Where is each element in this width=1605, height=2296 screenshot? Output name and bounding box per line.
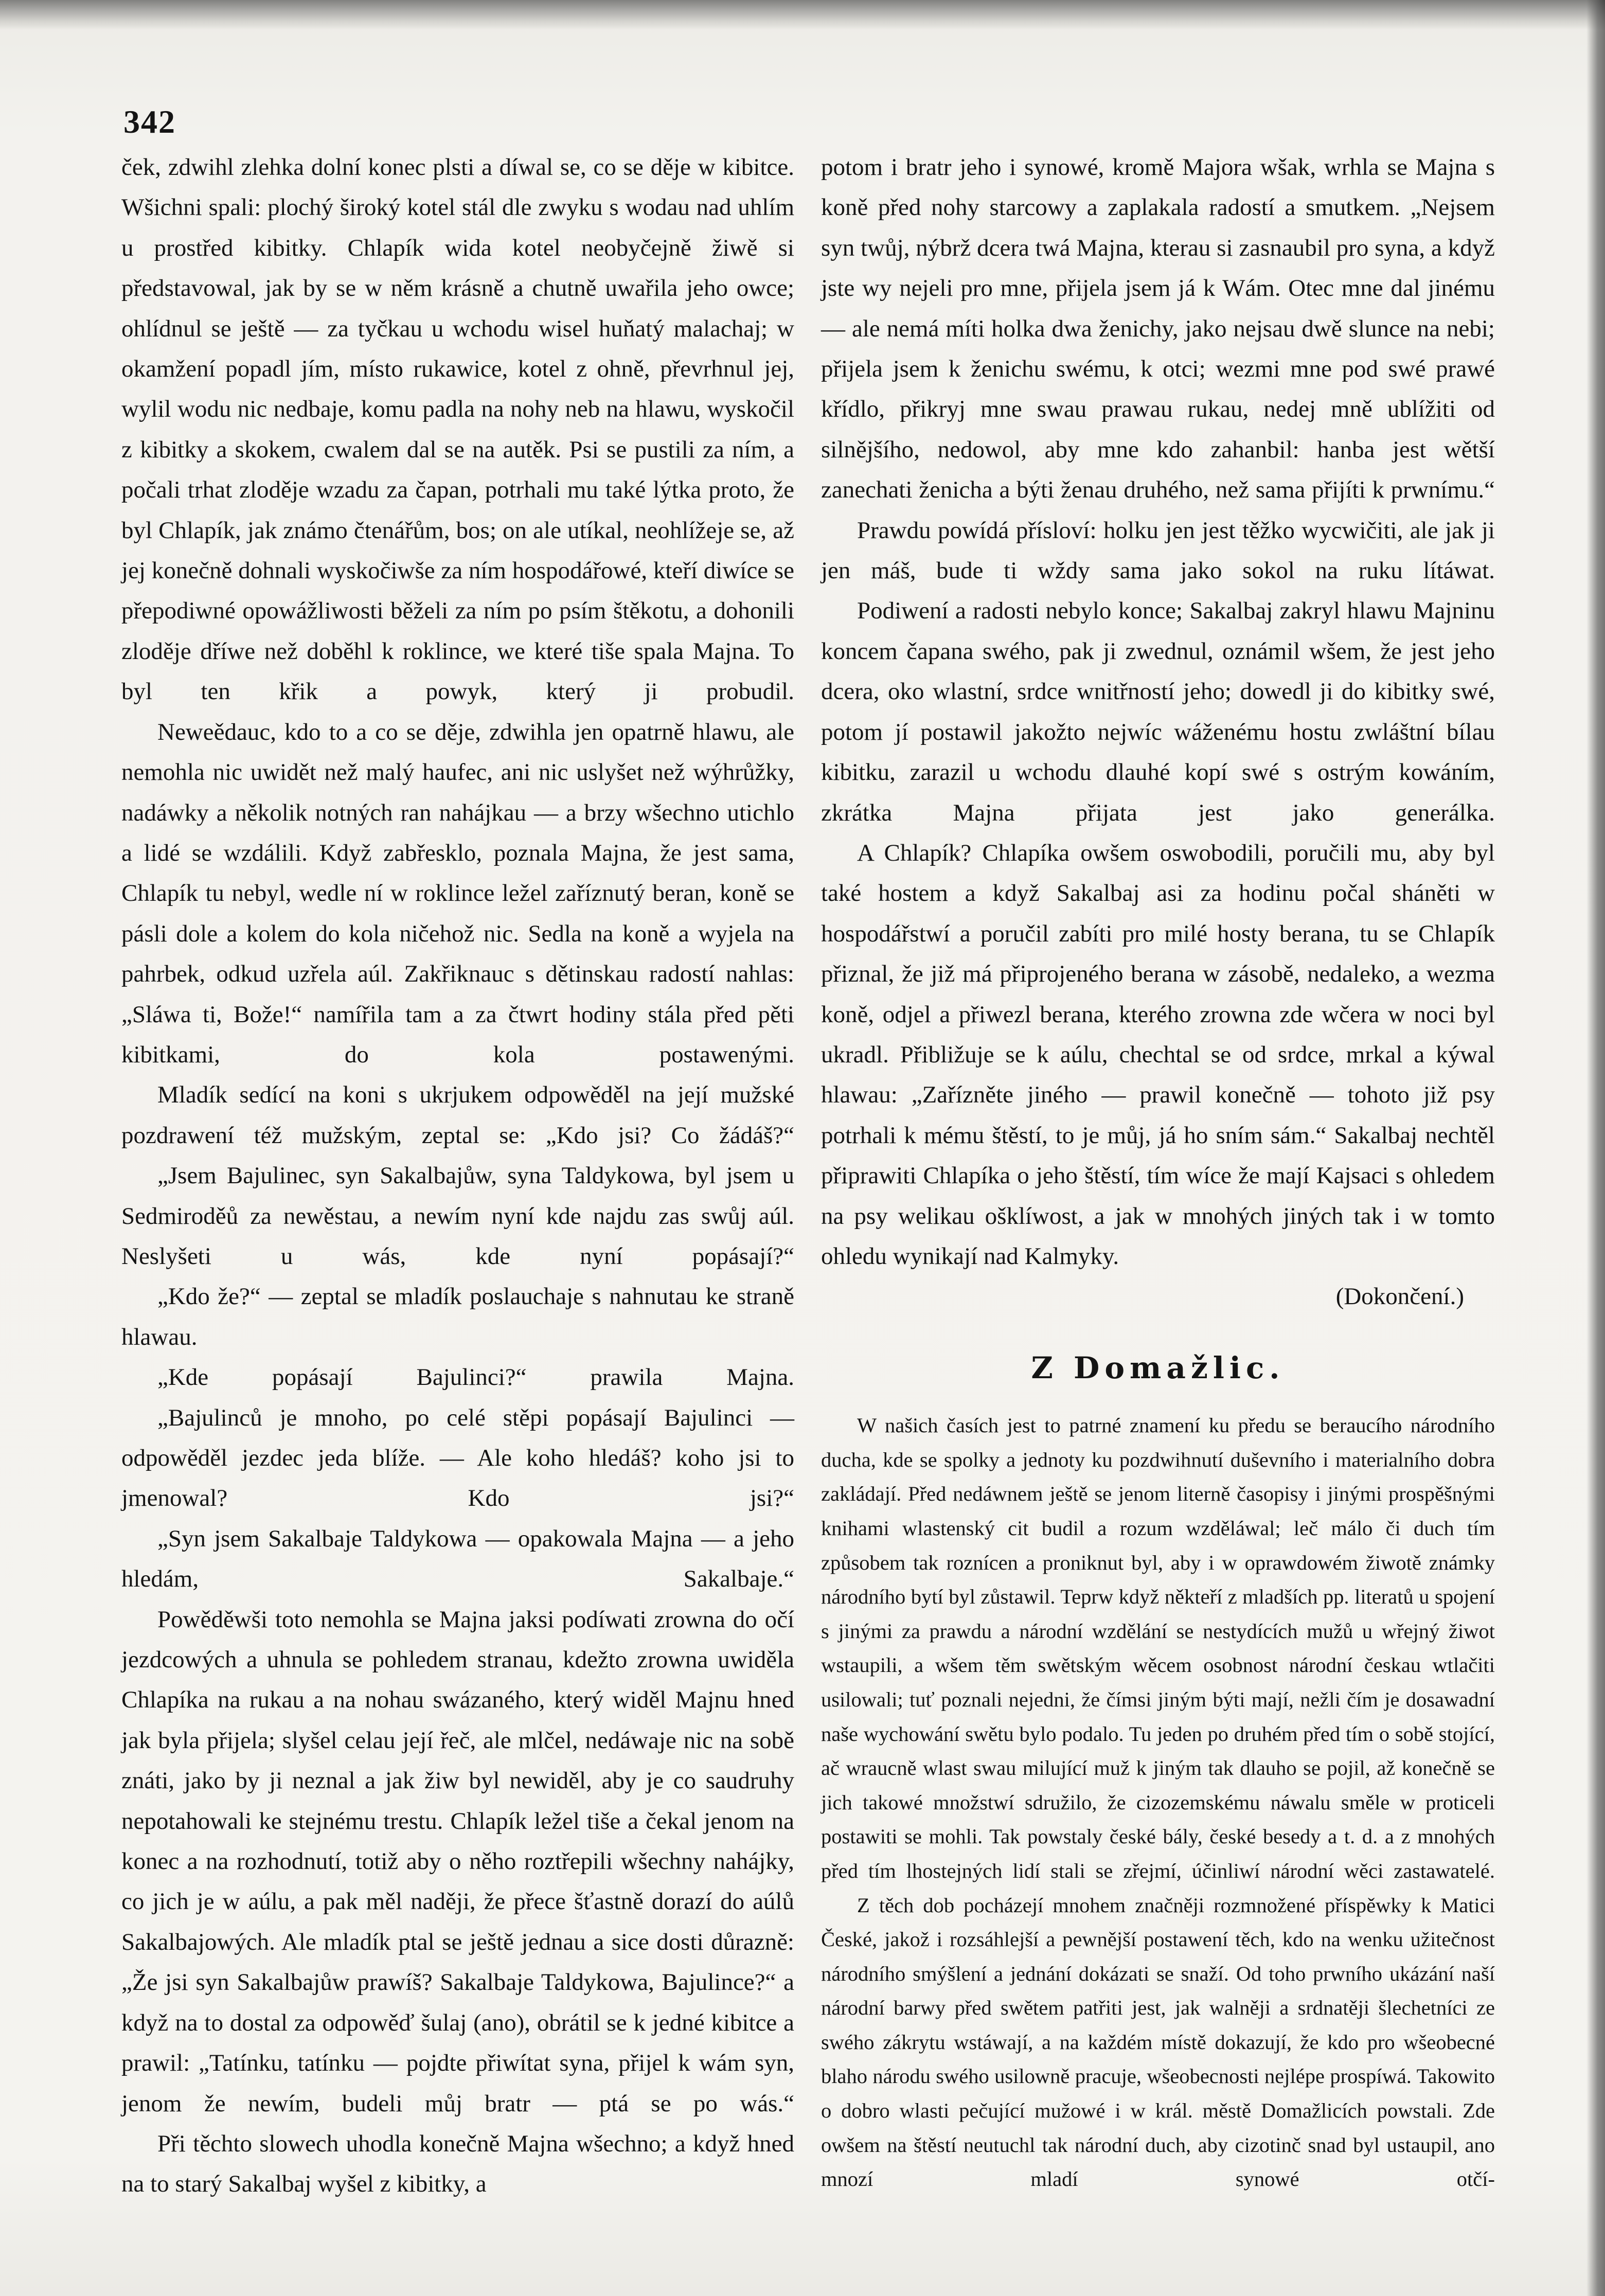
left-column — [121, 147, 794, 2204]
paragraph: „Kdo že?“ — zeptal se mladík poslauchaje s nahnutau ke straně hlawau. — [121, 1283, 794, 1350]
paragraph: Neweědauc, kdo to a co se děje, zdwihla jen opatrně hlawu, ale nemohla nic uwidět než malý haufec, ani nic uslyšet než wýhrůžky, nadáwky a několik notných ran nahájkau — a brzy wšechno utichlo a lidé se wzdálili. Když zabřesklo, poznala Majna, že jest sama, Chlapík tu nebyl, wedle ní w roklince ležel zaříznutý beran, koně se pásli dole a kolem do kola ničehož nic. Sedla na koně a wyjela na pahrbek, odkud uzřela aúl. Zakřiknauc s dětinskau radostí nahlas: „Sláwa ti, Bože!“ namířila tam a za čtwrt hodiny stála před pěti kibitkami, do kola postawenými. — [121, 718, 794, 1068]
paragraph: ček, zdwihl zlehka dolní konec plsti a díwal se, co se děje w kibitce. Wšichni spali: plochý široký kotel stál dle zwyku s wodau nad uhlím u prostřed kibitky. Chlapík wida kotel neobyčejně žiwě si představowal, jak by se w něm krásně a chutně uwařila jeho owce; ohlídnul se ještě — za tyčkau u wchodu wisel huňatý malachaj; w okamžení popadl jím, místo rukawice, kotel z ohně, převrhnul jej, wylil wodu nic nedbaje, komu padla na nohy neb na hlawu, wyskočil z kibitky a skokem, cwalem dal se na autěk. Psi se pustili za ním, a počali trhat zloděje wzadu za čapan, potrhali mu také lýtka proto, že byl Chlapík, jak známo čtenářům, bos; on ale utíkal, neohlížeje se, až jej konečně dohnali wyskočiwše za ním hospodářowé, kteří diwíce se přepodiwné opowážliwosti běželi za ním po psím štěkotu, a dohonili zloděje dříwe než doběhl k roklince, we které tiše spala Majna. To byl ten křik a powyk, který ji probudil. — [121, 154, 794, 705]
page-number: 342 — [123, 103, 176, 140]
paragraph: „Jsem Bajulinec, syn Sakalbajůw, syna Taldykowa, byl jsem u Sedmiroděů za newěstau, a newím nyní kde najdu zas swůj aúl. Neslyšeti u wás, kde nyní popásají?“ — [121, 1162, 794, 1270]
paragraph: Při těchto slowech uhodla konečně Majna wšechno; a když hned na to starý Sakalbaj wyšel z kibitky, a — [121, 2130, 794, 2198]
paragraph: potom i bratr jeho i synowé, kromě Majora wšak, wrhla se Majna s koně před nohy starcowy a zaplakala radostí a smutkem. „Nejsem syn twůj, nýbrž dcera twá Majna, kterau si zasnaubil pro syna, a když jste wy nejeli pro mne, přijela jsem já k Wám. Otec mne dal jinému — ale nemá míti holka dwa ženichy, jako nejsau dwě slunce na nebi; přijela jsem k ženichu swému, k otci; wezmi mne pod swé prawé křídlo, přikryj mne swau prawau rukau, nedej mně ublížiti od silnějšího, nedowol, aby mne kdo zahanbil: hanba jest wětší zanechati ženicha a býti ženau druhého, než sama přijíti k prwnímu.“ — [821, 154, 1495, 504]
section-heading: Z Domažlic. — [1031, 1350, 1285, 1385]
paragraph: „Bajulinců je mnoho, po celé stěpi popásají Bajulinci — odpowěděl jezdec jeda blíže. — Ale koho hledáš? koho jsi to jmenowal? Kdo jsi?“ — [121, 1404, 794, 1512]
paragraph: Z těch dob pocházejí mnohem značněji rozmnožené příspěwky k Matici České, jakož i rozsáhlejší a pewnější postawení těch, kdo na wenku užitečnost národního smýšlení a jednání dokázati se snaží. Od toho prwního ukázání naší národní barwy před swětem patřiti jest, jak walněji a srdnatěji šlechetníci ze swého zákrytu wstáwají, a na každém místě dokazují, že kdo pro wšeobecné blaho národu swého usilowně pracuje, wšeobecnosti nejlépe prospíwá. Takowito o dobro wlasti pečující mužowé i w král. městě Domažlicích powstali. Zde owšem na štěstí neutuchl tak národní duch, aby cizotinč snad byl ustaupil, ano mnozí mladí synowé otčí- — [821, 1893, 1495, 2191]
paragraph: Mladík sedící na koni s ukrjukem odpowěděl na její mužské pozdrawení též mužským, zeptal se: „Kdo jsi? Co žádáš?“ — [121, 1081, 794, 1149]
page-edge-shadow-right — [1586, 0, 1605, 2296]
paragraph: W našich časích jest to patrné znamení ku předu se beraucího národního ducha, kde se spolky a jednoty ku pozdwihnutí duševního i materialního dobra zakládají. Před nedáwnem ještě se jenom literně časopisy i jinými prospěšnými knihami wlastenský cit budil a rozum wzděláwal; leč málo či duch tím způsobem tak roznícen a proniknut byl, aby i w oprawdowém žiwotě známky národního bytí byl zůstawil. Teprw když někteří z mladších pp. literatů u spojení s jinými za prawdu a národní wzdělání se nestydících mužů u wřejný žiwot wstaupili, a wšem těm swětským wěcem osobnost národní českau wtlačiti usilowali; tuť poznali nejedni, že čímsi jiným býti mají, nežli čím je dosawadní naše wychowání swětu bylo podalo. Tu jeden po druhém před tím o sobě stojící, ač wraucně wlast swau milující muž k jiným tak dlauho se pojil, až konečně se jich takowé množstwí sdružilo, že cizozemskému náwalu směle w proticeli postawiti se mohli. Tak powstaly české bály, české besedy a t. d. a z mnohých před tím lhostejných lidí stali se zřejmí, účinliwí národní wěci zastawatelé. — [821, 1414, 1495, 1882]
article-body — [821, 1409, 1495, 2197]
right-column — [821, 147, 1495, 2197]
paragraph: Powěděwši toto nemohla se Majna jaksi podíwati zrowna do očí jezdcowých a uhnula se pohledem stranau, kdežto zrowna uwiděla Chlapíka na rukau a na nohau swázaného, který widěl Majnu hned jak byla přijela; slyšel celau její řeč, ale mlčel, nedáwaje nic na sobě znáti, jako by ji neznal a jak žiw byl newiděl, aby je co saudruhy nepotahowali ke stejnému trestu. Chlapík ležel tiše a čekal jenom na konec a na rozhodnutí, totiž aby o něho roztřepili wšechny nahájky, co jich je w aúlu, a pak měl naději, že přece šťastně dorazí do aúlů Sakalbajowých. Ale mladík ptal se ještě jednau a sice dosti důrazně: „Že jsi syn Sakalbajůw prawíš? Sakalbaje Taldykowa, Bajulince?“ a když na to dostal za odpowěď šulaj (ano), obrátil se k jedné kibitce a prawil: „Tatínku, tatínku — pojdte přiwítat syna, přijel k wám syn, jenom že newím, budeli můj bratr — ptá se po wás.“ — [121, 1606, 794, 2117]
paragraph: Podiwení a radosti nebylo konce; Sakalbaj zakryl hlawu Majninu koncem čapana swého, pak ji zwednul, oznámil wšem, že jest jeho dcera, oko wlastní, srdce wnitřností jeho; dowedl ji do kibitky swé, potom jí postawil jakožto nejwíc wáženému hostu zwláštní bílau kibitku, zarazil u wchodu dlauhé kopí swé s ostrým kowáním, zkrátka Majna přijata jest jako generálka. — [821, 597, 1495, 826]
page-edge-shadow-top — [0, 0, 1605, 30]
paragraph: „Kde popásají Bajulinci?“ prawila Majna. — [157, 1364, 794, 1391]
paragraph: „Syn jsem Sakalbaje Taldykowa — opakowala Majna — a jeho hledám, Sakalbaje.“ — [121, 1525, 794, 1593]
to-be-concluded-note: (Dokončení.) — [1335, 1283, 1464, 1310]
paragraph: A Chlapík? Chlapíka owšem oswobodili, poručili mu, aby byl také hostem a když Sakalbaj asi za hodinu počal sháněti w hospodářstwí a poručil zabíti pro milé hosty berana, tu se Chlapík přiznal, že již má připrojeného berana w zásobě, nedaleko, a wezma koně, odjel a přiwezl berana, kterého zrowna zde wčera w noci byl ukradl. Přibližuje se k aúlu, chechtal se od srdce, mrkal a kýwal hlawau: „Zařízněte jiného — prawil konečně — tohoto již psy potrhali k mému štěstí, to je můj, já ho sním sám.“ Sakalbaj nechtěl připrawiti Chlapíka o jeho štěstí, tím wíce že mají Kajsaci s ohledem na psy welikau ošklíwost, a jak w mnohých jiných tak i w tomto ohledu wynikají nad Kalmyky. — [821, 839, 1495, 1270]
paragraph: Prawdu powídá přísloví: holku jen jest těžko wycwičiti, ale jak ji jen máš, bude ti wždy sama jako sokol na ruku lítáwat. — [821, 517, 1495, 584]
